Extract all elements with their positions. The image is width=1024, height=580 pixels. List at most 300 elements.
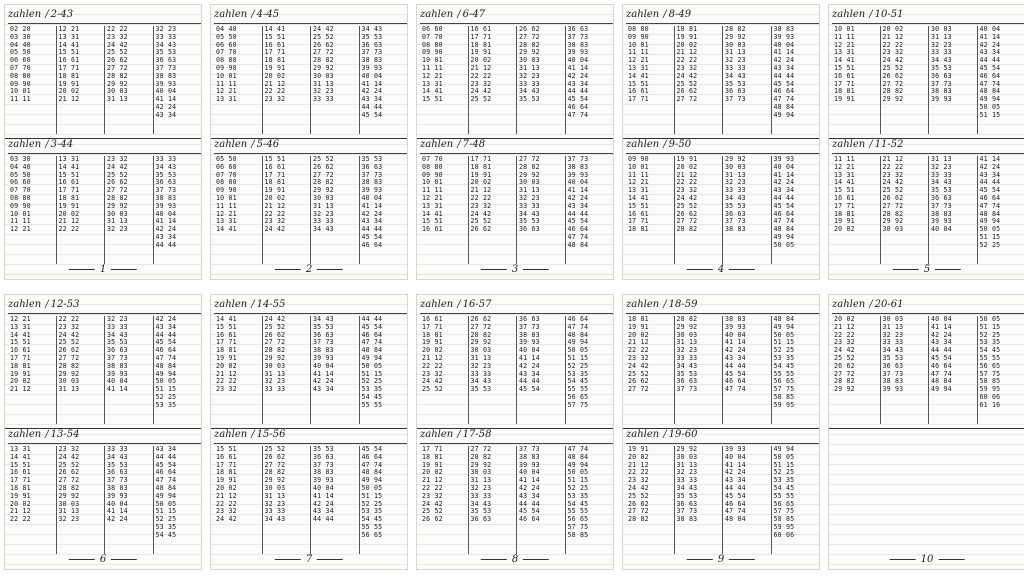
number-pair: 25 52	[628, 491, 649, 500]
number-pair: 44 44	[519, 377, 540, 386]
number-pair: 37 73	[567, 32, 589, 41]
number-pair: 03 30	[10, 155, 31, 163]
number-pair: 44 44	[519, 499, 540, 508]
number-pair: 12 21	[216, 87, 237, 96]
number-column	[771, 156, 820, 264]
number-pair: 49 94	[361, 353, 383, 362]
number-pair: 43 34	[519, 369, 540, 378]
number-pair: 37 73	[361, 170, 383, 179]
number-pair: 25 52	[882, 63, 904, 72]
number-pair: 39 93	[313, 476, 334, 485]
number-pair: 02 20	[10, 25, 31, 33]
number-pair: 13 31	[10, 322, 31, 331]
number-pair: 47 74	[931, 369, 952, 378]
number-column	[722, 156, 771, 264]
number-pair: 45 54	[361, 232, 383, 241]
number-column	[56, 446, 105, 554]
number-columns	[626, 316, 819, 424]
number-pair: 26 62	[107, 56, 128, 65]
number-pair: 25 52	[470, 95, 492, 104]
number-pair: 37 73	[567, 155, 589, 163]
number-pair: 42 24	[155, 102, 177, 111]
number-pair: 30 03	[882, 315, 904, 323]
heading-word: zahlen	[8, 299, 42, 310]
number-pair: 13 31	[834, 48, 855, 57]
number-pair: 17 71	[264, 170, 286, 179]
number-pair: 15 51	[834, 186, 855, 195]
number-pair: 11 11	[10, 95, 31, 104]
number-pair: 46 64	[361, 330, 383, 339]
number-pair: 26 62	[313, 162, 334, 171]
number-pair: 10 01	[628, 162, 649, 171]
number-column	[153, 156, 202, 264]
number-pair: 35 53	[725, 201, 746, 210]
number-pair: 46 64	[361, 452, 383, 461]
number-pair: 49 94	[979, 95, 1001, 104]
number-pair: 42 24	[567, 71, 589, 80]
number-pair: 35 53	[676, 369, 698, 378]
number-pair: 20 02	[58, 87, 80, 96]
number-pair: 45 54	[979, 63, 1001, 72]
number-column	[359, 156, 408, 264]
number-pair: 11 11	[628, 170, 649, 179]
section-divider	[211, 428, 407, 429]
number-pair: 06 60	[216, 40, 237, 49]
number-pair: 41 14	[155, 217, 177, 226]
number-pair: 21 12	[216, 369, 237, 378]
number-column	[722, 316, 771, 424]
page-section	[417, 139, 613, 264]
number-pair: 39 93	[567, 170, 589, 179]
number-pair: 37 73	[725, 217, 746, 226]
number-column	[516, 156, 565, 264]
heading-word: zahlen	[626, 139, 660, 150]
number-pair: 19 91	[58, 201, 80, 210]
number-column	[977, 316, 1024, 424]
number-pair: 22 22	[264, 209, 286, 218]
number-pair: 39 93	[931, 95, 952, 104]
number-pair: 44 44	[979, 178, 1001, 187]
number-column	[516, 316, 565, 424]
number-pair: 46 64	[773, 87, 795, 96]
number-pair: 33 33	[470, 491, 492, 500]
notebook-page	[828, 4, 1024, 280]
number-pair: 28 82	[519, 162, 540, 171]
number-pair: 28 82	[470, 330, 492, 339]
number-column	[153, 446, 202, 554]
page-number: 7	[270, 554, 348, 565]
number-pair: 43 34	[155, 110, 177, 119]
number-pair: 45 54	[155, 460, 177, 469]
number-pair: 23 32	[264, 95, 286, 104]
number-pair: 42 24	[773, 56, 795, 65]
number-pair: 38 83	[931, 87, 952, 96]
number-pair: 36 63	[676, 377, 698, 386]
number-pair: 26 62	[628, 499, 649, 508]
number-pair: 44 44	[725, 361, 746, 370]
number-pair: 47 74	[773, 95, 795, 104]
number-column	[516, 26, 565, 134]
number-pair: 14 41	[10, 330, 31, 339]
number-pair: 36 63	[725, 87, 746, 96]
number-pair: 53 35	[155, 400, 177, 409]
number-pair: 14 41	[422, 87, 443, 96]
number-pair: 39 93	[882, 385, 904, 394]
number-pair: 38 83	[519, 452, 540, 461]
heading-word: zahlen	[8, 139, 42, 150]
number-pair: 48 84	[361, 346, 383, 355]
number-pair: 28 82	[107, 193, 128, 202]
number-pair: 50 05	[361, 361, 383, 370]
number-pair: 46 64	[519, 515, 540, 524]
number-pair: 31 13	[725, 48, 746, 57]
number-pair: 24 42	[58, 330, 80, 339]
number-column	[8, 26, 56, 134]
number-column	[468, 446, 517, 554]
number-pair: 20 02	[882, 25, 904, 33]
number-pair: 48 84	[567, 452, 589, 461]
number-pair: 10 01	[216, 71, 237, 80]
number-pair: 29 92	[58, 491, 80, 500]
number-pair: 49 94	[567, 338, 589, 347]
notebook-page	[4, 4, 202, 280]
number-pair: 45 54	[155, 338, 177, 347]
number-pair: 16 61	[422, 225, 443, 234]
number-pair: 21 12	[10, 385, 31, 394]
number-pair: 31 13	[58, 385, 80, 394]
number-pair: 38 83	[107, 483, 128, 492]
number-pair: 26 62	[519, 25, 540, 33]
number-pair: 35 53	[931, 63, 952, 72]
number-column	[832, 26, 880, 134]
page-section	[417, 299, 613, 424]
page-number: 8	[476, 554, 554, 565]
number-pair: 23 32	[676, 186, 698, 195]
number-pair: 50 05	[773, 452, 795, 461]
number-pair: 57 75	[567, 400, 589, 409]
number-pair: 61 16	[979, 400, 1001, 409]
number-pair: 41 14	[979, 32, 1001, 41]
notebook-page	[828, 294, 1024, 570]
page-number: 2	[270, 264, 348, 275]
number-pair: 41 14	[773, 170, 795, 179]
number-pair: 18 81	[58, 193, 80, 202]
number-pair: 22 22	[107, 25, 128, 33]
number-pair: 38 83	[107, 361, 128, 370]
number-pair: 36 63	[313, 452, 334, 461]
number-pair: 48 84	[361, 468, 383, 477]
number-pair: 42 24	[313, 377, 334, 386]
number-pair: 53 35	[773, 353, 795, 362]
number-pair: 15 51	[264, 155, 286, 163]
number-pair: 37 73	[676, 385, 698, 394]
number-pair: 11 11	[422, 186, 443, 195]
number-pair: 25 52	[313, 155, 334, 163]
number-pair: 35 53	[155, 170, 177, 179]
number-pair: 25 52	[628, 369, 649, 378]
number-pair: 15 51	[628, 79, 649, 88]
heading-word: zahlen	[626, 299, 660, 310]
number-pair: 59 95	[773, 400, 795, 409]
number-pair: 26 62	[882, 193, 904, 202]
number-pair: 16 61	[834, 71, 855, 80]
number-column	[310, 156, 359, 264]
number-pair: 51 15	[773, 460, 795, 469]
number-column	[153, 26, 202, 134]
number-pair: 26 62	[470, 315, 492, 323]
number-pair: 20 02	[216, 483, 237, 492]
heading-slash: /	[663, 9, 667, 20]
number-pair: 37 73	[155, 63, 177, 72]
number-pair: 22 22	[264, 87, 286, 96]
number-pair: 41 14	[361, 79, 383, 88]
number-pair: 22 22	[628, 468, 649, 477]
page-section	[5, 9, 201, 134]
number-pair: 23 32	[628, 353, 649, 362]
number-pair: 08 80	[216, 178, 237, 187]
number-pair: 04 40	[10, 162, 31, 171]
number-pair: 04 40	[216, 25, 237, 33]
heading-underline	[832, 153, 1024, 154]
number-pair: 19 91	[470, 48, 492, 57]
number-pair: 42 24	[979, 162, 1001, 171]
number-pair: 16 61	[628, 209, 649, 218]
number-pair: 57 75	[773, 385, 795, 394]
number-pair: 11 11	[10, 217, 31, 226]
number-pair: 34 43	[519, 87, 540, 96]
number-pair: 35 53	[107, 338, 128, 347]
number-column	[674, 156, 723, 264]
number-pair: 52 25	[567, 483, 589, 492]
number-pair: 25 52	[264, 445, 286, 453]
number-pair: 12 21	[58, 25, 80, 33]
number-pair: 14 41	[628, 193, 649, 202]
number-pair: 11 11	[216, 79, 237, 88]
number-pair: 25 52	[107, 48, 128, 57]
number-pair: 15 51	[10, 338, 31, 347]
number-pair: 32 23	[107, 315, 128, 323]
number-pair: 23 32	[628, 476, 649, 485]
number-pair: 34 43	[882, 346, 904, 355]
number-pair: 29 92	[834, 385, 855, 394]
number-pair: 49 94	[773, 445, 795, 453]
number-pair: 56 65	[361, 530, 383, 539]
number-pair: 13 31	[628, 63, 649, 72]
heading-word: zahlen	[214, 9, 248, 20]
number-pair: 17 71	[264, 48, 286, 57]
number-pair: 26 62	[107, 178, 128, 187]
number-pair: 33 33	[313, 217, 334, 226]
number-pair: 55 55	[361, 522, 383, 531]
number-pair: 29 92	[882, 217, 904, 226]
number-pair: 24 42	[313, 25, 334, 33]
number-pair: 43 34	[567, 201, 589, 210]
number-pair: 45 54	[519, 385, 540, 394]
number-pair: 43 34	[725, 476, 746, 485]
section-heading	[420, 429, 491, 440]
number-pair: 37 73	[519, 322, 540, 331]
number-pair: 50 05	[361, 483, 383, 492]
number-pair: 44 44	[567, 87, 589, 96]
number-pair: 29 92	[264, 353, 286, 362]
heading-slash: /	[251, 299, 255, 310]
number-pair: 37 73	[882, 369, 904, 378]
heading-range: 9-50	[668, 139, 692, 150]
number-pair: 29 92	[470, 460, 492, 469]
number-pair: 21 12	[676, 48, 698, 57]
heading-slash: /	[663, 299, 667, 310]
heading-range: 15-56	[256, 429, 286, 440]
number-pair: 20 02	[834, 225, 855, 234]
number-pair: 33 33	[725, 186, 746, 195]
heading-range: 3-44	[50, 139, 74, 150]
number-pair: 11 11	[834, 155, 855, 163]
number-column	[928, 156, 977, 264]
section-heading	[8, 9, 73, 20]
number-pair: 28 82	[882, 209, 904, 218]
number-pair: 36 63	[155, 56, 177, 65]
number-pair: 35 53	[519, 217, 540, 226]
heading-slash: /	[457, 9, 461, 20]
number-pair: 30 03	[676, 330, 698, 339]
number-pair: 43 34	[519, 491, 540, 500]
number-pair: 08 80	[216, 56, 237, 65]
number-pair: 39 93	[931, 217, 952, 226]
number-pair: 30 03	[725, 40, 746, 49]
number-pair: 25 52	[882, 186, 904, 195]
number-column	[262, 156, 311, 264]
number-column	[468, 156, 517, 264]
number-pair: 54 45	[979, 346, 1001, 355]
number-pair: 07 70	[422, 32, 443, 41]
number-pair: 23 32	[58, 445, 80, 453]
number-column	[626, 26, 674, 134]
page-number: 1	[64, 264, 142, 275]
number-pair: 26 62	[676, 209, 698, 218]
number-pair: 21 12	[834, 322, 855, 331]
number-pair: 10 01	[422, 56, 443, 65]
number-pair: 54 45	[361, 392, 383, 401]
number-pair: 27 72	[313, 170, 334, 179]
number-pair: 18 81	[628, 225, 649, 234]
number-column	[565, 156, 614, 264]
number-pair: 38 83	[567, 40, 589, 49]
number-pair: 25 52	[676, 201, 698, 210]
number-pair: 30 03	[58, 377, 80, 386]
heading-range: 4-45	[256, 9, 280, 20]
number-pair: 29 92	[676, 445, 698, 453]
number-pair: 40 04	[931, 315, 952, 323]
number-column	[310, 26, 359, 134]
number-pair: 27 72	[107, 63, 128, 72]
number-pair: 32 23	[931, 162, 952, 171]
number-pair: 52 25	[979, 240, 1001, 249]
number-pair: 24 42	[628, 361, 649, 370]
section-heading	[626, 299, 697, 310]
number-pair: 13 31	[216, 217, 237, 226]
number-pair: 56 65	[773, 377, 795, 386]
number-pair: 06 60	[422, 25, 443, 33]
number-column	[420, 156, 468, 264]
number-pair: 35 53	[361, 32, 383, 41]
number-pair: 40 04	[313, 483, 334, 492]
section-heading	[832, 139, 903, 150]
section-divider	[417, 428, 613, 429]
number-pair: 37 73	[155, 186, 177, 195]
number-pair: 38 83	[676, 515, 698, 524]
number-columns	[832, 156, 1024, 264]
number-pair: 41 14	[931, 322, 952, 331]
number-pair: 52 25	[155, 515, 177, 524]
number-pair: 39 93	[155, 201, 177, 210]
number-pair: 16 61	[10, 468, 31, 477]
notebook-page	[4, 294, 202, 570]
number-pair: 23 32	[216, 507, 237, 516]
number-pair: 10 01	[422, 178, 443, 187]
number-pair: 12 21	[422, 71, 443, 80]
heading-slash: /	[45, 139, 49, 150]
number-pair: 35 53	[519, 95, 540, 104]
number-pair: 42 24	[773, 178, 795, 187]
number-pair: 50 05	[979, 102, 1001, 111]
number-column	[674, 446, 723, 554]
number-pair: 26 62	[313, 40, 334, 49]
number-pair: 29 92	[58, 369, 80, 378]
number-pair: 32 23	[676, 346, 698, 355]
number-pair: 36 63	[313, 330, 334, 339]
number-pair: 54 45	[567, 377, 589, 386]
number-pair: 32 23	[58, 515, 80, 524]
number-pair: 41 14	[361, 201, 383, 210]
number-pair: 27 72	[676, 95, 698, 104]
number-pair: 14 41	[422, 209, 443, 218]
number-pair: 25 52	[313, 32, 334, 41]
number-pair: 31 13	[519, 186, 540, 195]
number-pair: 38 83	[519, 330, 540, 339]
number-pair: 44 44	[361, 225, 383, 234]
heading-underline	[214, 23, 408, 24]
number-pair: 39 93	[107, 369, 128, 378]
section-heading	[832, 9, 903, 20]
number-pair: 31 13	[107, 95, 128, 104]
heading-word: zahlen	[832, 9, 866, 20]
number-pair: 46 64	[155, 346, 177, 355]
heading-underline	[626, 443, 820, 444]
number-pair: 05 50	[10, 170, 31, 179]
number-pair: 15 51	[264, 32, 286, 41]
number-pair: 19 91	[834, 217, 855, 226]
number-pair: 51 15	[773, 338, 795, 347]
number-pair: 30 03	[313, 71, 334, 80]
number-column	[928, 316, 977, 424]
number-pair: 29 92	[107, 201, 128, 210]
number-pair: 42 24	[931, 330, 952, 339]
number-column	[468, 26, 517, 134]
number-pair: 18 81	[10, 483, 31, 492]
page-section	[5, 139, 201, 264]
number-pair: 41 14	[313, 369, 334, 378]
number-pair: 54 45	[773, 361, 795, 370]
number-pair: 22 22	[628, 346, 649, 355]
page-section	[5, 429, 201, 554]
number-columns	[420, 316, 613, 424]
number-pair: 18 81	[264, 56, 286, 65]
number-pair: 32 23	[264, 377, 286, 386]
number-pair: 35 53	[361, 155, 383, 163]
number-pair: 25 52	[422, 507, 443, 516]
number-pair: 21 12	[58, 95, 80, 104]
number-pair: 30 03	[470, 468, 492, 477]
